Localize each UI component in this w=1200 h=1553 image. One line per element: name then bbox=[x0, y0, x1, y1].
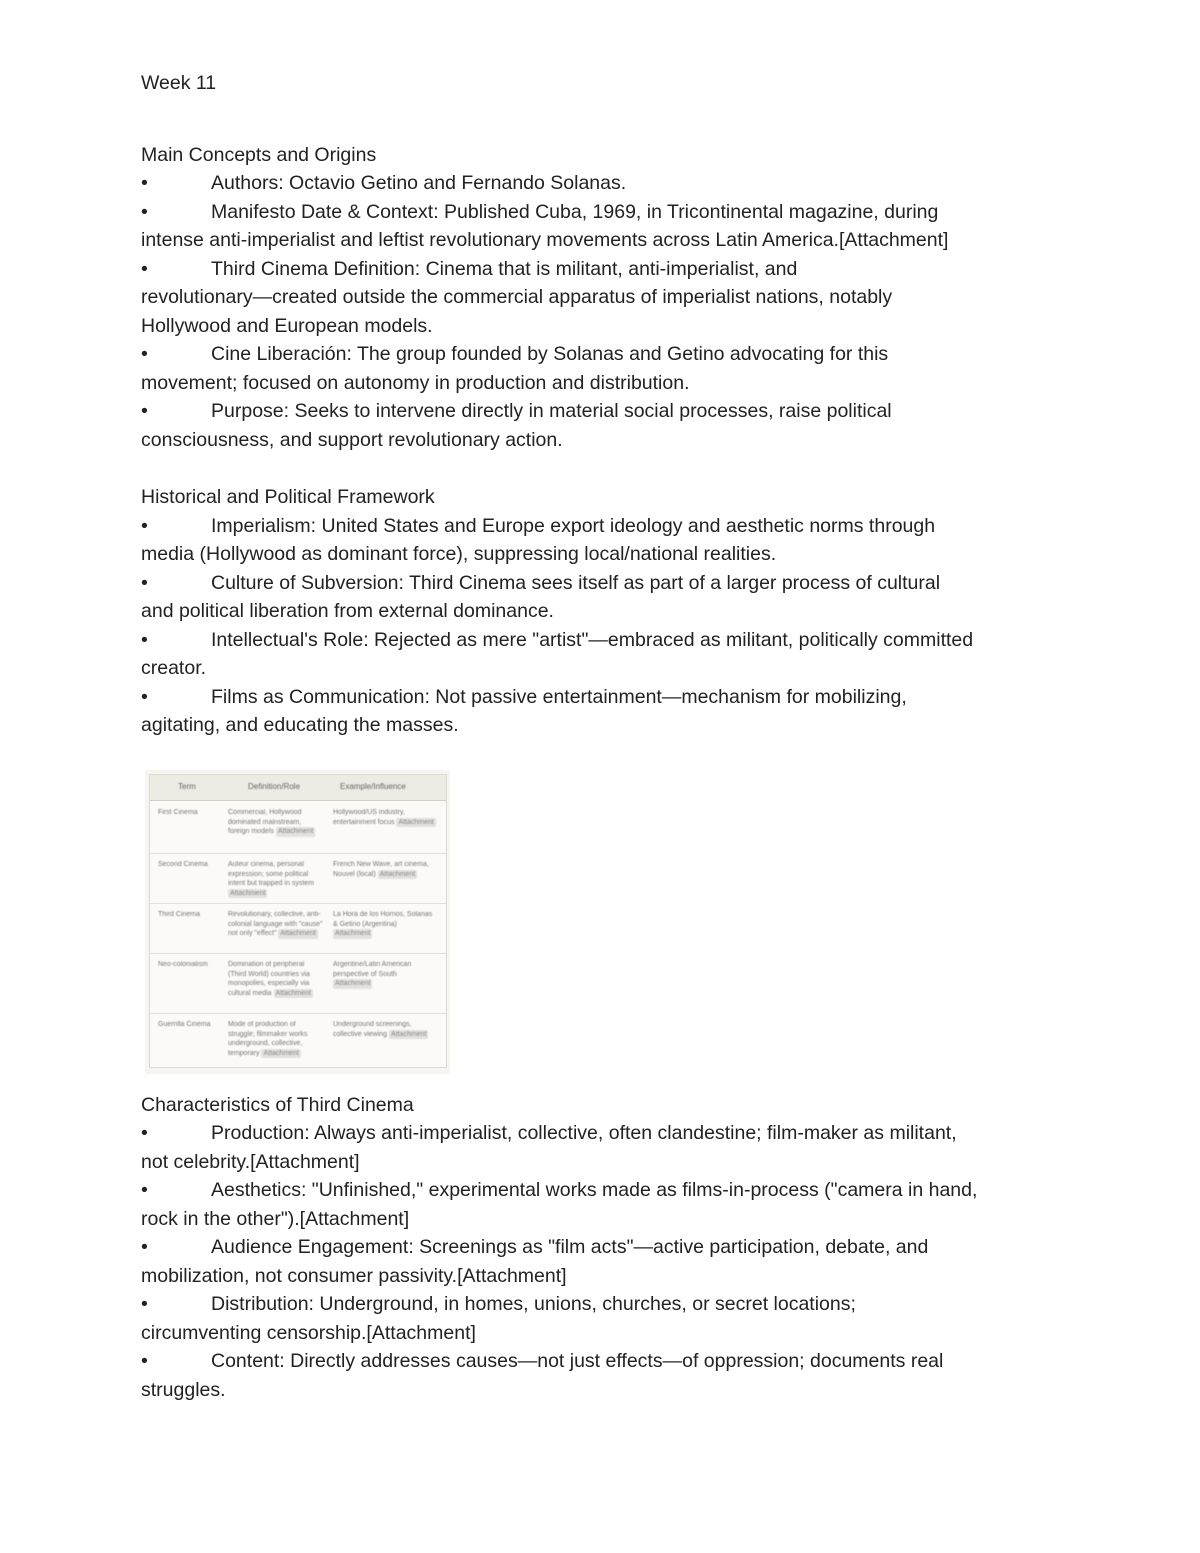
list-item-continuation: intense anti-imperialist and leftist revolutionary movements across Latin America.[Attachment] bbox=[141, 229, 949, 251]
bullet-icon: • bbox=[141, 343, 148, 365]
list-item-continuation: movement; focused on autonomy in production and distribution. bbox=[141, 371, 690, 394]
list-item-text: Intellectual's Role: Rejected as mere "artist"—embraced as militant, politically committed bbox=[211, 628, 974, 651]
list-item-text: Films as Communication: Not passive entertainment—mechanism for mobilizing, bbox=[211, 685, 907, 708]
bullet-icon: • bbox=[141, 1236, 148, 1258]
bullet-icon: • bbox=[141, 1293, 148, 1315]
attachment-chip: Attachment bbox=[230, 889, 266, 897]
table-cell-term: Guerrilla Cinema bbox=[158, 1021, 211, 1028]
list-item-text: Purpose: Seeks to intervene directly in material social processes, raise political bbox=[211, 400, 892, 422]
bullet-icon: • bbox=[141, 685, 148, 708]
table-cell-text: Underground screenings, collective viewing bbox=[333, 1021, 412, 1038]
attachment-chip: Attachment bbox=[335, 980, 371, 987]
bullet-icon: • bbox=[141, 400, 148, 422]
list-item bbox=[141, 255, 1071, 284]
list-item-continuation: and political liberation from external dominance. bbox=[141, 600, 554, 622]
table-cell-term: Neo-colonialism bbox=[158, 961, 208, 968]
list-item bbox=[141, 683, 1071, 712]
list-item bbox=[141, 340, 1071, 369]
bullet-icon: • bbox=[141, 514, 148, 537]
attachment-chip: Attachment bbox=[379, 870, 416, 878]
list-item bbox=[141, 1347, 1071, 1376]
table-cell-example bbox=[333, 1020, 438, 1039]
list-item-text: Production: Always anti-imperialist, collective, often clandestine; film-maker as militant, bbox=[211, 1122, 957, 1144]
table-header bbox=[150, 775, 446, 801]
table-row bbox=[150, 853, 446, 904]
cinema-comparison-table-image bbox=[145, 770, 450, 1074]
bullet-icon: • bbox=[141, 628, 148, 651]
section-historical-framework bbox=[141, 483, 1071, 740]
list-item bbox=[141, 626, 1071, 655]
table-row bbox=[150, 801, 446, 854]
attachment-chip: Attachment bbox=[275, 989, 311, 997]
table-cell-text: Domination of peripheral (Third World) countries via monopolies, especially via cultural media bbox=[228, 961, 310, 997]
list-item-continuation: creator. bbox=[141, 657, 207, 679]
list-item-continuation: consciousness, and support revolutionary action. bbox=[141, 428, 563, 451]
table-cell-definition bbox=[228, 960, 323, 998]
list-item bbox=[141, 1290, 1071, 1319]
attachment-chip: Attachment bbox=[277, 828, 314, 835]
list-item-continuation: rock in the other").[Attachment] bbox=[141, 1207, 410, 1230]
table-cell-definition bbox=[228, 910, 323, 939]
table-cell-text: Auteur cinema, personal expression; some political intent but trapped in system bbox=[228, 861, 314, 887]
list-item-continuation: revolutionary—created outside the commercial apparatus of imperialist nations, notably bbox=[141, 286, 893, 308]
list-item bbox=[141, 1233, 1071, 1262]
table-row bbox=[150, 1013, 446, 1068]
table-cell-term: Third Cinema bbox=[158, 911, 201, 918]
table-cell-text: French New Wave, art cinema, Nouvel (local) bbox=[333, 861, 429, 878]
table-cell-text: La Hora de los Hornos, Solanas & Getino (Argentina) bbox=[333, 911, 433, 928]
table-cell-definition bbox=[228, 808, 323, 837]
list-item-text: Third Cinema Definition: Cinema that is militant, anti-imperialist, and bbox=[211, 257, 798, 280]
table-cell-definition bbox=[228, 860, 323, 898]
table-cell-text: Hollywood/US industry, entertainment focus bbox=[333, 809, 405, 826]
list-item-continuation: agitating, and educating the masses. bbox=[141, 714, 459, 736]
list-item-text: Manifesto Date & Context: Published Cuba, 1969, in Tricontinental magazine, during bbox=[211, 200, 939, 223]
section-heading: Characteristics of Third Cinema bbox=[141, 1093, 414, 1116]
list-item bbox=[141, 1119, 1071, 1148]
bullet-icon: • bbox=[141, 172, 148, 194]
table-header-cell: Term bbox=[178, 782, 196, 791]
list-item-text: Aesthetics: "Unfinished," experimental works made as films-in-process ("camera in hand, bbox=[211, 1179, 978, 1201]
list-item bbox=[141, 569, 1071, 598]
table-cell-term: Second Cinema bbox=[158, 861, 208, 868]
list-item bbox=[141, 1176, 1071, 1205]
list-item-continuation: not celebrity.[Attachment] bbox=[141, 1150, 360, 1173]
table-row bbox=[150, 953, 446, 1014]
list-item-text: Distribution: Underground, in homes, unions, churches, or secret locations; bbox=[211, 1293, 856, 1315]
list-item-continuation: circumventing censorship.[Attachment] bbox=[141, 1321, 476, 1344]
list-item-continuation: mobilization, not consumer passivity.[Attachment] bbox=[141, 1264, 567, 1287]
table-cell-example bbox=[333, 860, 438, 879]
table-cell-term: First Cinema bbox=[158, 809, 198, 816]
section-main-concepts bbox=[141, 141, 1071, 455]
attachment-chip: Attachment bbox=[263, 1049, 299, 1057]
attachment-chip: Attachment bbox=[335, 930, 371, 937]
list-item-text: Audience Engagement: Screenings as "film acts"—active participation, debate, and bbox=[211, 1236, 929, 1258]
list-item-text: Culture of Subversion: Third Cinema sees itself as part of a larger process of cultural bbox=[211, 571, 941, 594]
list-item-text: Content: Directly addresses causes—not just effects—of oppression; documents real bbox=[211, 1350, 944, 1372]
list-item-text: Imperialism: United States and Europe export ideology and aesthetic norms through bbox=[211, 514, 936, 537]
table-cell-example bbox=[333, 808, 438, 827]
attachment-chip: Attachment bbox=[398, 818, 434, 826]
list-item bbox=[141, 198, 1071, 227]
bullet-icon: • bbox=[141, 1179, 148, 1201]
table-cell-text: Mode of production of struggle; filmmaker works underground, collective, temporary bbox=[228, 1021, 308, 1057]
list-item bbox=[141, 169, 1071, 198]
attachment-chip: Attachment bbox=[391, 1030, 427, 1038]
bullet-icon: • bbox=[141, 200, 148, 223]
list-item bbox=[141, 397, 1071, 426]
table-header-cell: Definition/Role bbox=[248, 782, 301, 791]
table-cell-example bbox=[333, 910, 438, 939]
section-characteristics bbox=[141, 1091, 1071, 1405]
table-cell-definition bbox=[228, 1020, 323, 1058]
table-row bbox=[150, 903, 446, 954]
list-item-text: Authors: Octavio Getino and Fernando Solanas. bbox=[211, 172, 627, 194]
list-item-continuation: struggles. bbox=[141, 1378, 226, 1401]
section-heading: Historical and Political Framework bbox=[141, 486, 435, 508]
section-heading: Main Concepts and Origins bbox=[141, 143, 377, 166]
bullet-icon: • bbox=[141, 1122, 148, 1144]
bullet-icon: • bbox=[141, 571, 148, 594]
attachment-chip: Attachment bbox=[280, 930, 316, 937]
table-cell-example bbox=[333, 960, 438, 989]
page-title: Week 11 bbox=[141, 72, 217, 94]
table-header-cell: Example/Influence bbox=[340, 782, 406, 791]
list-item bbox=[141, 512, 1071, 541]
bullet-icon: • bbox=[141, 257, 148, 280]
list-item-continuation: media (Hollywood as dominant force), suppressing local/national realities. bbox=[141, 543, 777, 565]
comparison-table bbox=[149, 774, 447, 1068]
bullet-icon: • bbox=[141, 1350, 148, 1372]
table-cell-text: Argentine/Latin American perspective of South bbox=[333, 961, 412, 978]
list-item-continuation: Hollywood and European models. bbox=[141, 314, 433, 337]
document-body bbox=[141, 69, 1071, 1404]
list-item-text: Cine Liberación: The group founded by Solanas and Getino advocating for this bbox=[211, 343, 889, 365]
table-cell-text: Commercial, Hollywood dominated mainstream, foreign models bbox=[228, 809, 302, 835]
table-cell-text: Revolutionary, collective, anti-colonial language with "cause" not only "effect" bbox=[228, 911, 323, 937]
